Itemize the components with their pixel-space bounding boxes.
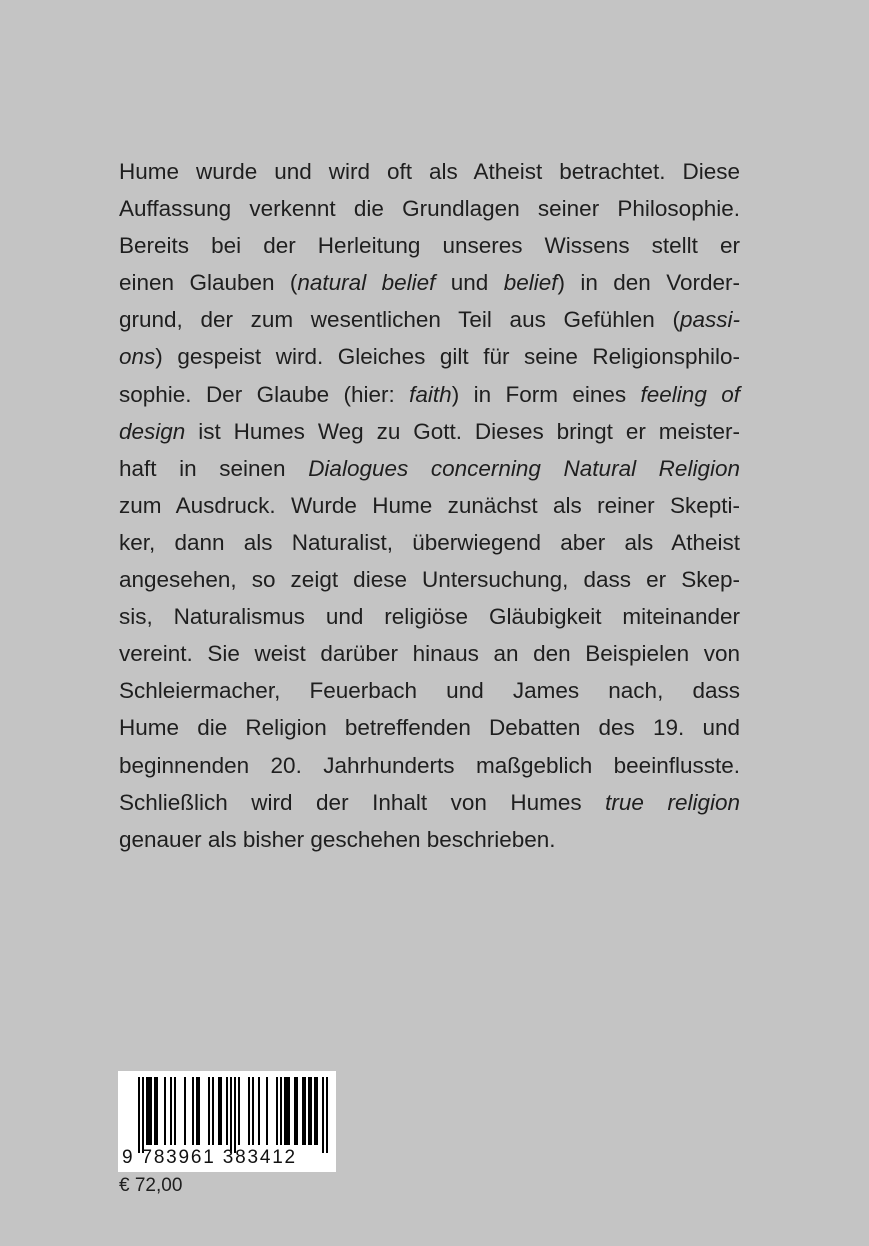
blurb-text-run: zum Ausdruck. Wurde Hume zunächst als reiner Skepti- [119, 492, 740, 518]
blurb-text-run: ist Humes Weg zu Gott. Dieses bringt er meister- [185, 418, 740, 444]
blurb-text-run: und [435, 270, 504, 296]
blurb-line [119, 153, 740, 190]
blurb-text-run: sis, Naturalismus und religiöse Gläubigkeit miteinander [119, 604, 740, 630]
blurb-italic-text: feeling of [640, 381, 740, 407]
blurb-line [119, 524, 740, 561]
barcode-bar [148, 1077, 150, 1145]
barcode-bar [150, 1077, 152, 1145]
blurb-text-run: haft in seinen [119, 455, 309, 481]
barcode-bar [294, 1077, 296, 1145]
blurb-italic-text: design [119, 418, 186, 444]
barcode-bar [296, 1077, 298, 1145]
blurb-line [119, 227, 740, 264]
barcode-bar [146, 1077, 148, 1145]
blurb-line [119, 376, 740, 413]
barcode-bar [142, 1077, 144, 1153]
blurb-text-run: Schleiermacher, Feuerbach und James nach, dass [119, 678, 740, 704]
price-label: € 72,00 [119, 1175, 183, 1196]
blurb-text-run: Schließlich wird der Inhalt von Humes [119, 789, 606, 815]
isbn-barcode [118, 1071, 336, 1172]
barcode-bar [218, 1077, 220, 1145]
blurb-text-run: ) in Form eines [451, 381, 641, 407]
barcode-bar [154, 1077, 156, 1145]
barcode-bar [174, 1077, 176, 1145]
barcode-bar [266, 1077, 268, 1145]
barcode-bar [184, 1077, 186, 1145]
blurb-text-run: sophie. Der Glaube (hier: [119, 381, 410, 407]
barcode-bar [308, 1077, 310, 1145]
blurb-italic-text: true religion [605, 789, 740, 815]
blurb-line [119, 821, 740, 858]
blurb-text-run: genauer als bisher geschehen beschrieben. [119, 826, 556, 852]
blurb-italic-text: Dialogues concerning Natural Religion [308, 455, 740, 481]
blurb-line [119, 413, 740, 450]
barcode-bar [252, 1077, 254, 1145]
barcode-bar [164, 1077, 166, 1145]
blurb-text-run: ) in den Vorder- [557, 270, 740, 296]
blurb-text-run: Hume die Religion betreffenden Debatten des 19. und [119, 715, 740, 741]
barcode-bar [208, 1077, 210, 1145]
blurb-italic-text: passi- [679, 307, 740, 333]
blurb-line [119, 561, 740, 598]
blurb-italic-text: natural belief [297, 270, 436, 296]
barcode-bar [288, 1077, 290, 1145]
blurb-text-run: ) gespeist wird. Gleiches gilt für seine Religionsphilo- [155, 344, 740, 370]
barcode-bar [196, 1077, 198, 1145]
barcode-bar [220, 1077, 222, 1145]
blurb-italic-text: ons [119, 344, 156, 370]
barcode-bar [280, 1077, 282, 1145]
barcode-bar [138, 1077, 140, 1153]
barcode-bar [212, 1077, 214, 1145]
barcode-bar [248, 1077, 250, 1145]
blurb-line [119, 338, 740, 375]
blurb-line [119, 598, 740, 635]
barcode-bar [322, 1077, 324, 1153]
blurb-line [119, 672, 740, 709]
barcode-bar [286, 1077, 288, 1145]
blurb-text-run: einen Glauben ( [119, 270, 298, 296]
barcode-bar [284, 1077, 286, 1145]
barcode-bar [310, 1077, 312, 1145]
barcode-bar [198, 1077, 200, 1145]
blurb-line [119, 190, 740, 227]
blurb-text-run: angesehen, so zeigt diese Untersuchung, dass er Skep- [119, 567, 740, 593]
barcode-bar [192, 1077, 194, 1145]
blurb-line [119, 301, 740, 338]
barcode-bar [258, 1077, 260, 1145]
blurb-text-run: grund, der zum wesentlichen Teil aus Gefühlen ( [119, 307, 680, 333]
blurb-line [119, 264, 740, 301]
barcode-bar [302, 1077, 304, 1145]
blurb-line [119, 635, 740, 672]
blurb-text [119, 153, 740, 858]
barcode-bar [230, 1077, 232, 1153]
blurb-line [119, 450, 740, 487]
blurb-line [119, 487, 740, 524]
blurb-line [119, 747, 740, 784]
barcode-bar [170, 1077, 172, 1145]
barcode-bar [234, 1077, 236, 1153]
barcode-bar [304, 1077, 306, 1145]
isbn-number: 9 783961 383412 [122, 1147, 297, 1168]
barcode-bar [238, 1077, 240, 1145]
blurb-text-run: Bereits bei der Herleitung unseres Wissens stellt er [119, 233, 740, 259]
barcode-bar [316, 1077, 318, 1145]
barcode-bar [226, 1077, 228, 1145]
blurb-italic-text: faith [409, 381, 452, 407]
barcode-bar [276, 1077, 278, 1145]
blurb-text-run: ker, dann als Naturalist, überwiegend aber als Atheist [119, 529, 740, 555]
barcode-bar [156, 1077, 158, 1145]
blurb-text-run: Auffassung verkennt die Grundlagen seiner Philosophie. [119, 196, 740, 222]
blurb-line [119, 784, 740, 821]
blurb-text-run: vereint. Sie weist darüber hinaus an den Beispielen von [119, 641, 740, 667]
blurb-text-run: beginnenden 20. Jahrhunderts maßgeblich beeinflusste. [119, 752, 740, 778]
barcode-bar [314, 1077, 316, 1145]
blurb-italic-text: belief [503, 270, 558, 296]
blurb-text-run: Hume wurde und wird oft als Atheist betrachtet. Diese [119, 159, 740, 184]
blurb-line [119, 709, 740, 746]
barcode-bar [326, 1077, 328, 1153]
